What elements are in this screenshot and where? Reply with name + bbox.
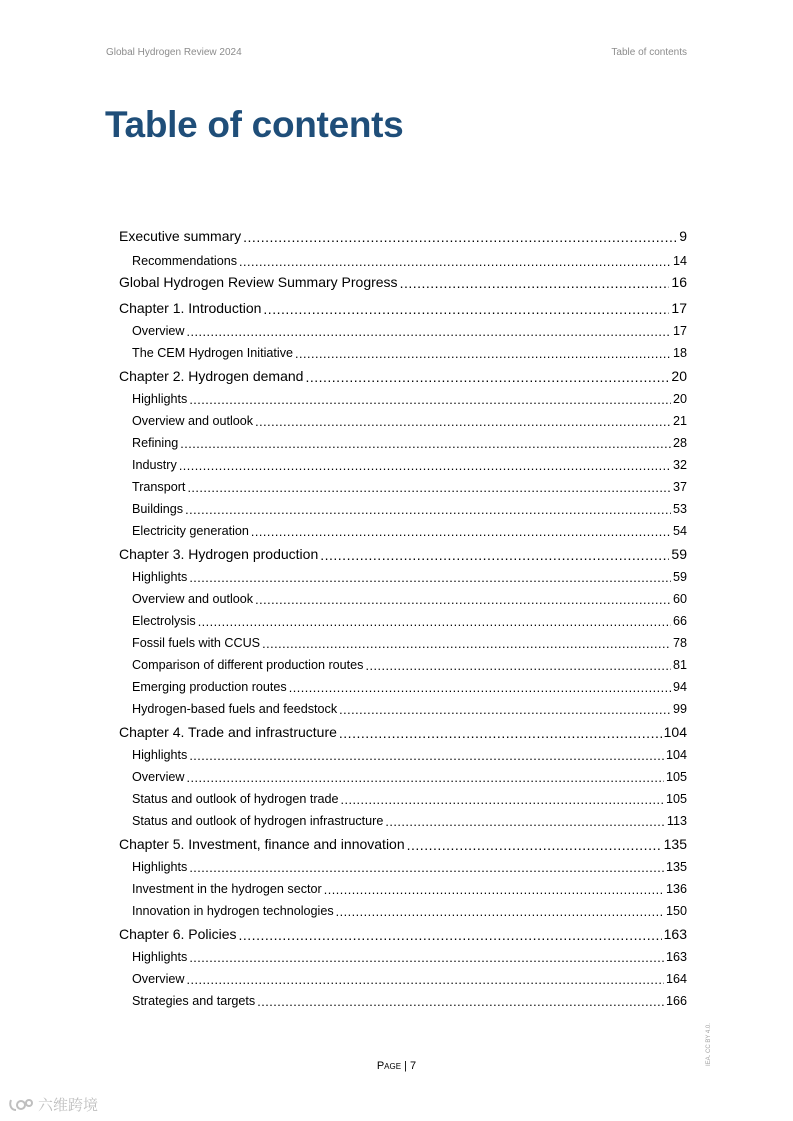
toc-entry-page: 105 xyxy=(665,770,687,784)
toc-entry-page: 17 xyxy=(672,324,687,338)
toc-entry-page: 9 xyxy=(679,228,687,244)
toc-entry-page: 59 xyxy=(672,570,687,584)
toc-dot-leader xyxy=(295,347,671,360)
toc-entry-label: Chapter 6. Policies xyxy=(119,926,237,942)
toc-entry-label: Investment in the hydrogen sector xyxy=(132,882,322,896)
toc-entry-label: Electricity generation xyxy=(132,524,249,538)
toc-section-entry[interactable] xyxy=(119,636,687,650)
toc-dot-leader xyxy=(336,905,664,918)
toc-entry-page: 150 xyxy=(665,904,687,918)
toc-dot-leader xyxy=(365,659,671,672)
toc-dot-leader xyxy=(289,681,671,694)
toc-section-entry[interactable] xyxy=(119,680,687,694)
toc-entry-label: Overview xyxy=(132,770,185,784)
toc-entry-label: Industry xyxy=(132,458,177,472)
toc-dot-leader xyxy=(257,995,664,1008)
toc-section-entry[interactable] xyxy=(119,748,687,762)
toc-entry-page: 66 xyxy=(672,614,687,628)
toc-dot-leader xyxy=(339,703,671,716)
toc-dot-leader xyxy=(185,503,671,516)
toc-entry-page: 60 xyxy=(672,592,687,606)
toc-section-entry[interactable] xyxy=(119,950,687,964)
toc-section-entry[interactable] xyxy=(119,392,687,406)
header-document-title: Global Hydrogen Review 2024 xyxy=(106,47,242,58)
toc-entry-label: Electrolysis xyxy=(132,614,196,628)
toc-dot-leader xyxy=(400,275,670,289)
watermark xyxy=(8,1094,98,1115)
toc-dot-leader xyxy=(341,793,664,806)
toc-dot-leader xyxy=(324,883,664,896)
toc-chapter-entry[interactable] xyxy=(119,836,687,852)
footer-page-word: Page xyxy=(376,1060,402,1072)
toc-entry-page: 20 xyxy=(672,392,687,406)
toc-section-entry[interactable] xyxy=(119,814,687,828)
toc-entry-label: Status and outlook of hydrogen trade xyxy=(132,792,339,806)
toc-section-entry[interactable] xyxy=(119,972,687,986)
toc-entry-page: 163 xyxy=(665,950,687,964)
toc-dot-leader xyxy=(339,725,662,739)
page-title: Table of contents xyxy=(105,104,404,145)
toc-dot-leader xyxy=(189,393,671,406)
toc-entry-page: 28 xyxy=(672,436,687,450)
footer-page-number: 7 xyxy=(410,1060,417,1072)
toc-section-entry[interactable] xyxy=(119,882,687,896)
toc-entry-label: Overview xyxy=(132,324,185,338)
toc-chapter-entry[interactable] xyxy=(119,724,687,740)
toc-dot-leader xyxy=(263,301,669,315)
toc-dot-leader xyxy=(385,815,665,828)
toc-dot-leader xyxy=(189,861,664,874)
toc-entry-page: 166 xyxy=(665,994,687,1008)
toc-section-entry[interactable] xyxy=(119,658,687,672)
toc-chapter-entry[interactable] xyxy=(119,300,687,316)
toc-dot-leader xyxy=(189,571,671,584)
toc-entry-label: Innovation in hydrogen technologies xyxy=(132,904,334,918)
toc-entry-page: 37 xyxy=(672,480,687,494)
watermark-logo-icon xyxy=(8,1096,34,1114)
toc-entry-page: 78 xyxy=(672,636,687,650)
toc-entry-page: 135 xyxy=(663,836,687,852)
toc-dot-leader xyxy=(180,437,671,450)
toc-dot-leader xyxy=(262,637,671,650)
toc-section-entry[interactable] xyxy=(119,324,687,338)
toc-chapter-entry[interactable] xyxy=(119,368,687,384)
toc-entry-label: Status and outlook of hydrogen infrastructure xyxy=(132,814,384,828)
toc-dot-leader xyxy=(186,325,671,338)
toc-entry-page: 53 xyxy=(672,502,687,516)
toc-entry-label: Overview and outlook xyxy=(132,414,254,428)
toc-entry-label: Recommendations xyxy=(132,254,237,268)
toc-entry-label: Highlights xyxy=(132,748,188,762)
license-note: IEA. CC BY 4.0. xyxy=(706,1023,712,1066)
toc-entry-label: Hydrogen-based fuels and feedstock xyxy=(132,702,338,716)
toc-section-entry[interactable] xyxy=(119,436,687,450)
toc-entry-label: Chapter 5. Investment, finance and innovation xyxy=(119,836,405,852)
toc-entry-page: 113 xyxy=(666,814,687,828)
toc-dot-leader xyxy=(255,593,671,606)
toc-section-entry[interactable] xyxy=(119,702,687,716)
page-footer xyxy=(0,1060,793,1072)
toc-entry-label: Highlights xyxy=(132,860,188,874)
toc-entry-label: Global Hydrogen Review Summary Progress xyxy=(119,274,398,290)
toc-entry-page: 18 xyxy=(672,346,687,360)
toc-entry-page: 164 xyxy=(665,972,687,986)
toc-section-entry[interactable] xyxy=(119,480,687,494)
toc-section-entry[interactable] xyxy=(119,614,687,628)
toc-dot-leader xyxy=(189,951,664,964)
toc-entry-page: 163 xyxy=(663,926,687,942)
toc-dot-leader xyxy=(198,615,671,628)
toc-entry-label: Comparison of different production routes xyxy=(132,658,364,672)
toc-section-entry[interactable] xyxy=(119,904,687,918)
toc-dot-leader xyxy=(187,481,671,494)
toc-section-entry[interactable] xyxy=(119,860,687,874)
toc-entry-label: Fossil fuels with CCUS xyxy=(132,636,261,650)
toc-entry-label: Chapter 3. Hydrogen production xyxy=(119,546,319,562)
running-header xyxy=(106,47,687,58)
toc-entry-page: 136 xyxy=(665,882,687,896)
toc-entry-label: Overview xyxy=(132,972,185,986)
toc-chapter-entry[interactable] xyxy=(119,926,687,942)
toc-entry-page: 104 xyxy=(663,724,687,740)
toc-entry-label: Transport xyxy=(132,480,186,494)
toc-entry-label: Chapter 4. Trade and infrastructure xyxy=(119,724,337,740)
toc-section-entry[interactable] xyxy=(119,524,687,538)
toc-section-entry[interactable] xyxy=(119,592,687,606)
toc-entry-label: Chapter 1. Introduction xyxy=(119,300,262,316)
toc-entry-label: The CEM Hydrogen Initiative xyxy=(132,346,293,360)
toc-entry-page: 81 xyxy=(672,658,687,672)
toc-section-entry[interactable] xyxy=(119,994,687,1008)
toc-dot-leader xyxy=(243,229,677,243)
toc-entry-label: Highlights xyxy=(132,950,188,964)
toc-section-entry[interactable] xyxy=(119,770,687,784)
toc-entry-page: 17 xyxy=(671,300,687,316)
toc-entry-label: Buildings xyxy=(132,502,184,516)
toc-entry-page: 32 xyxy=(672,458,687,472)
toc-dot-leader xyxy=(320,547,669,561)
toc-entry-label: Strategies and targets xyxy=(132,994,256,1008)
toc-dot-leader xyxy=(255,415,671,428)
toc-dot-leader xyxy=(179,459,671,472)
toc-dot-leader xyxy=(186,771,664,784)
toc-entry-page: 16 xyxy=(671,274,687,290)
toc-entry-page: 21 xyxy=(672,414,687,428)
toc-section-entry[interactable] xyxy=(119,570,687,584)
toc-entry-page: 59 xyxy=(671,546,687,562)
toc-chapter-entry[interactable] xyxy=(119,274,687,290)
toc-dot-leader xyxy=(239,255,671,268)
footer-separator: | xyxy=(404,1060,407,1072)
toc-section-entry[interactable] xyxy=(119,792,687,806)
toc-entry-label: Refining xyxy=(132,436,179,450)
toc-section-entry[interactable] xyxy=(119,502,687,516)
toc-entry-label: Highlights xyxy=(132,392,188,406)
toc-entry-label: Chapter 2. Hydrogen demand xyxy=(119,368,304,384)
toc-dot-leader xyxy=(305,369,669,383)
toc-entry-page: 99 xyxy=(672,702,687,716)
toc-dot-leader xyxy=(407,837,662,851)
toc-entry-label: Executive summary xyxy=(119,228,242,244)
toc-entry-page: 14 xyxy=(672,254,687,268)
toc-section-entry[interactable] xyxy=(119,346,687,360)
toc-dot-leader xyxy=(239,927,662,941)
toc-entry-page: 104 xyxy=(665,748,687,762)
toc-dot-leader xyxy=(251,525,671,538)
toc-section-entry[interactable] xyxy=(119,458,687,472)
toc-entry-label: Overview and outlook xyxy=(132,592,254,606)
toc-entry-page: 105 xyxy=(665,792,687,806)
header-section-title: Table of contents xyxy=(611,47,687,58)
toc-section-entry[interactable] xyxy=(119,254,687,268)
toc-dot-leader xyxy=(189,749,664,762)
toc-entry-page: 20 xyxy=(671,368,687,384)
watermark-text: 六维跨境 xyxy=(38,1097,99,1114)
toc-entry-label: Emerging production routes xyxy=(132,680,287,694)
toc-entry-page: 54 xyxy=(672,524,687,538)
toc-chapter-entry[interactable] xyxy=(119,228,687,244)
toc-dot-leader xyxy=(186,973,664,986)
toc-entry-label: Highlights xyxy=(132,570,188,584)
toc-entry-page: 135 xyxy=(665,860,687,874)
toc-section-entry[interactable] xyxy=(119,414,687,428)
toc-entry-page: 94 xyxy=(672,680,687,694)
toc-chapter-entry[interactable] xyxy=(119,546,687,562)
